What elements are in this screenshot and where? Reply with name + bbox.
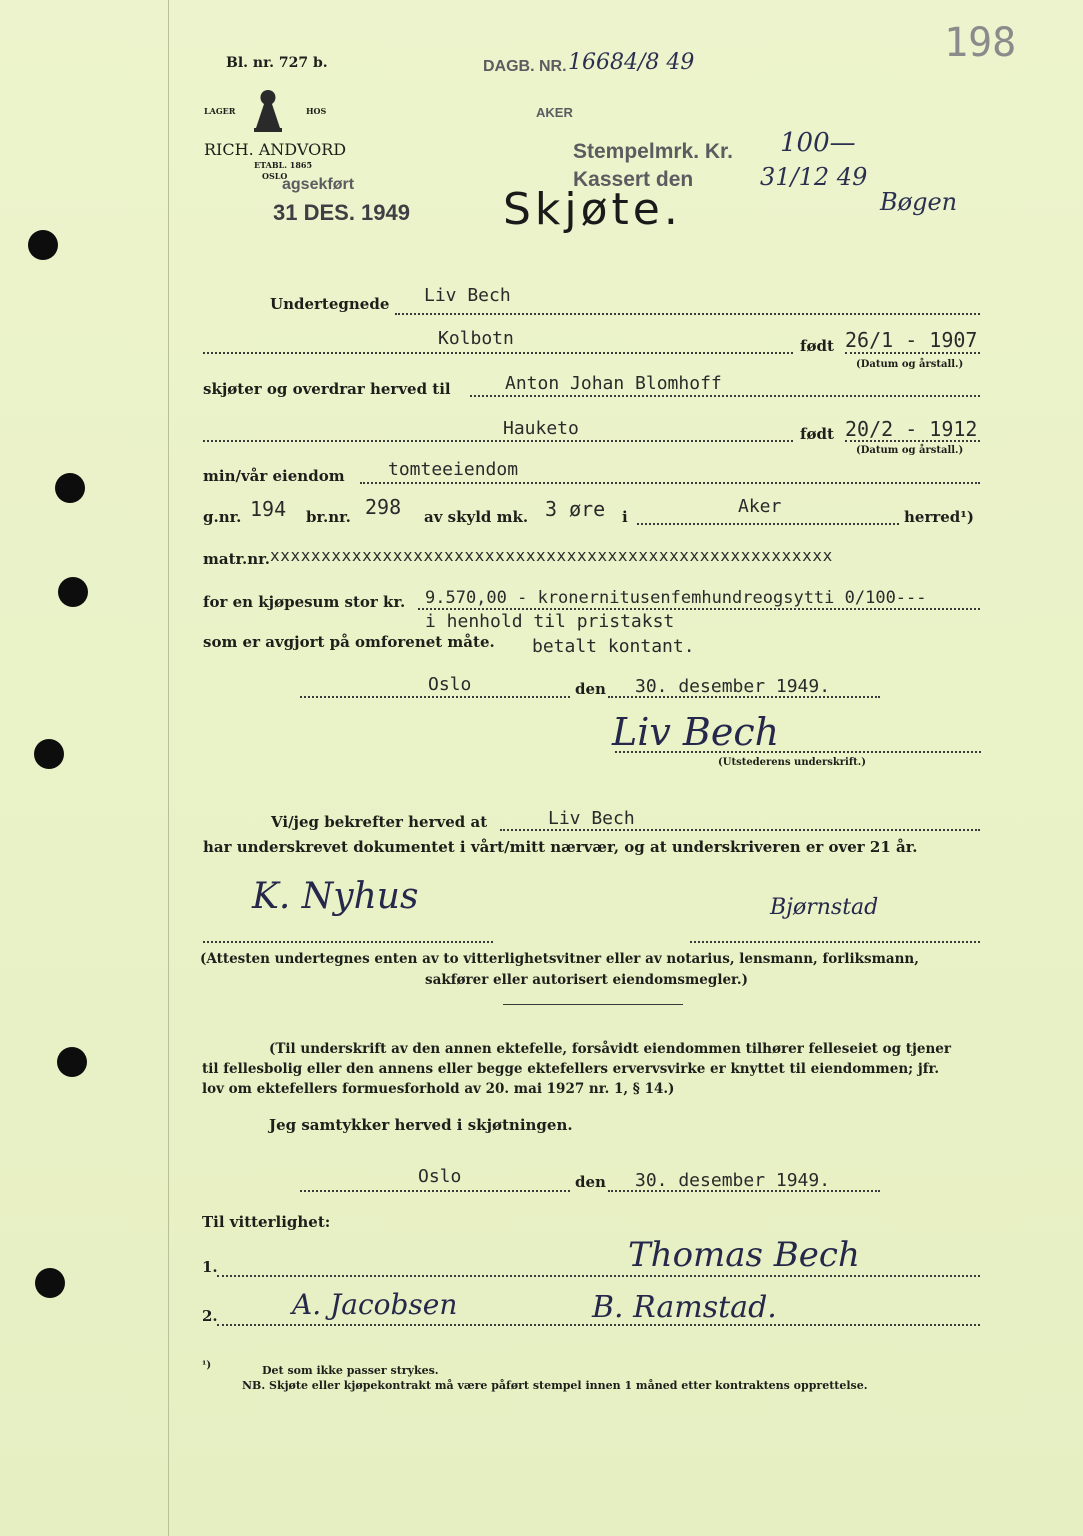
skjoter-label: skjøter og overdrar herved til bbox=[203, 380, 451, 398]
herred-value: Aker bbox=[738, 496, 782, 517]
witness-number-2: 2. bbox=[202, 1307, 218, 1325]
spouse-line-2: til fellesbolig eller den annens eller begge ektefellers ervervsvirke er knyttet til eiendommen; jfr. bbox=[202, 1061, 940, 1077]
footnote-line-2: NB. Skjøte eller kjøpekontrakt må være påført stempel innen 1 måned etter kontraktens opprettelse. bbox=[242, 1379, 868, 1392]
signature-thomas: Thomas Bech bbox=[628, 1235, 860, 1275]
attest-line-2: sakfører eller autorisert eiendomsmegler.) bbox=[425, 972, 748, 988]
kassert-label: Kassert den bbox=[573, 168, 694, 191]
fodt-label: født bbox=[800, 337, 834, 355]
grantor-born: 26/1 - 1907 bbox=[845, 328, 978, 352]
grantee-name: Anton Johan Blomhoff bbox=[505, 373, 722, 394]
kjopesum-value: 9.570,00 - kronernitusenfemhundreogsytti 0/100--- bbox=[425, 588, 927, 608]
rule bbox=[395, 313, 980, 315]
rule bbox=[845, 352, 980, 354]
avgjort-value: betalt kontant. bbox=[532, 636, 695, 657]
witness-number-1: 1. bbox=[202, 1258, 218, 1276]
stamp-word: agsekført bbox=[282, 176, 355, 193]
avgjort-label: som er avgjort på omforenet måte. bbox=[203, 633, 495, 651]
page-number: 198 bbox=[944, 20, 1017, 66]
document-title: Skjøte. bbox=[503, 184, 682, 235]
rule bbox=[203, 440, 793, 442]
dagb-label: DAGB. NR. bbox=[483, 58, 567, 75]
bnr-label: br.nr. bbox=[306, 508, 351, 526]
spouse-line-3: lov om ektefellers formuesforhold av 20. mai 1927 nr. 1, § 14.) bbox=[202, 1081, 675, 1097]
datum-label: (Datum og årstall.) bbox=[856, 445, 964, 456]
rule bbox=[360, 482, 980, 484]
grantor-name: Liv Bech bbox=[424, 285, 511, 306]
company-name: RICH. ANDVORD bbox=[204, 140, 347, 159]
punch-hole bbox=[57, 1047, 87, 1077]
rule bbox=[217, 1275, 980, 1277]
fodt-label: født bbox=[800, 425, 834, 443]
signature-grantor: Liv Bech bbox=[612, 710, 780, 754]
city: OSLO bbox=[262, 171, 288, 181]
date-2: 30. desember 1949. bbox=[635, 1170, 831, 1191]
signature-witness-1: A. Jacobsen bbox=[292, 1288, 458, 1321]
established: ETABL. 1865 bbox=[254, 160, 313, 170]
grantee-place: Hauketo bbox=[503, 418, 579, 439]
utsteder-label: (Utstederens underskrift.) bbox=[718, 757, 866, 768]
i-label: i bbox=[622, 508, 628, 526]
rule bbox=[637, 523, 899, 525]
samtykker-text: Jeg samtykker herved i skjøtningen. bbox=[269, 1116, 573, 1134]
rule bbox=[500, 829, 980, 831]
logo-label-right: HOS bbox=[306, 106, 327, 116]
date-1: 30. desember 1949. bbox=[635, 676, 831, 697]
rule bbox=[470, 395, 980, 397]
punch-hole bbox=[55, 473, 85, 503]
kjopesum-label: for en kjøpesum stor kr. bbox=[203, 593, 406, 611]
eiendom-label: min/vår eiendom bbox=[203, 467, 345, 485]
herred-label: herred¹) bbox=[904, 508, 974, 526]
place-2: Oslo bbox=[418, 1166, 462, 1187]
rule bbox=[203, 941, 493, 943]
undertegnede-label: Undertegnede bbox=[270, 295, 390, 313]
witness-signature-b: Bjørnstad bbox=[770, 895, 879, 920]
eiendom-value: tomteeiendom bbox=[388, 459, 519, 480]
kassert-value: 31/12 49 bbox=[760, 163, 868, 191]
rule bbox=[203, 352, 793, 354]
henhold: i henhold til pristakst bbox=[425, 611, 675, 632]
stamp-date: 31 DES. 1949 bbox=[273, 200, 410, 225]
skyld-label: av skyld mk. bbox=[424, 508, 529, 526]
rule bbox=[300, 1190, 570, 1192]
den-label: den bbox=[575, 680, 606, 698]
grantee-born: 20/2 - 1912 bbox=[845, 417, 978, 441]
punch-hole bbox=[35, 1268, 65, 1298]
witness-signature-a: K. Nyhus bbox=[252, 876, 419, 917]
underskrevet-text: har underskrevet dokumentet i vårt/mitt nærvær, og at underskriveren er over 21 år. bbox=[203, 838, 918, 856]
divider bbox=[503, 1004, 683, 1005]
footnote-mark: ¹) bbox=[202, 1360, 212, 1371]
kassert-sign: Bøgen bbox=[880, 188, 958, 216]
punch-hole bbox=[28, 230, 58, 260]
gnr-value: 194 bbox=[250, 497, 287, 521]
logo-label-left: LAGER bbox=[204, 106, 236, 116]
bekrefter-name: Liv Bech bbox=[548, 808, 635, 829]
margin-rule bbox=[168, 0, 169, 1536]
gnr-label: g.nr. bbox=[203, 508, 242, 526]
form-number: Bl. nr. 727 b. bbox=[226, 55, 328, 71]
punch-hole bbox=[34, 739, 64, 769]
punch-hole bbox=[58, 577, 88, 607]
signature-witness-2: B. Ramstad. bbox=[592, 1290, 777, 1325]
vitterlighet-label: Til vitterlighet: bbox=[202, 1213, 331, 1231]
matr-struck: xxxxxxxxxxxxxxxxxxxxxxxxxxxxxxxxxxxxxxxxxxxxxxxxxxxxxxx bbox=[270, 546, 833, 565]
rule bbox=[418, 608, 980, 610]
stempel-label: Stempelmrk. Kr. bbox=[573, 140, 733, 163]
dagb-value: 16684/8 49 bbox=[568, 50, 695, 75]
datum-label: (Datum og årstall.) bbox=[856, 359, 964, 370]
stempel-value: 100— bbox=[780, 128, 856, 158]
matr-label: matr.nr. bbox=[203, 550, 270, 568]
bekrefter-label: Vi/jeg bekrefter herved at bbox=[271, 813, 488, 831]
logo-icon bbox=[250, 86, 286, 134]
dagb-place: AKER bbox=[536, 105, 573, 120]
footnote-line-1: Det som ikke passer strykes. bbox=[262, 1364, 439, 1377]
spouse-line-1: (Til underskrift av den annen ektefelle, forsåvidt eiendommen tilhører felleseiet og tjener bbox=[269, 1041, 951, 1057]
grantor-place: Kolbotn bbox=[438, 328, 514, 349]
den-label: den bbox=[575, 1173, 606, 1191]
attest-line-1: (Attesten undertegnes enten av to vitterlighetsvitner eller av notarius, lensmann, forliksmann, bbox=[200, 951, 919, 967]
rule bbox=[300, 696, 570, 698]
place-1: Oslo bbox=[428, 674, 472, 695]
skyld-value: 3 øre bbox=[545, 497, 606, 521]
rule bbox=[690, 941, 980, 943]
bnr-value: 298 bbox=[365, 495, 402, 519]
